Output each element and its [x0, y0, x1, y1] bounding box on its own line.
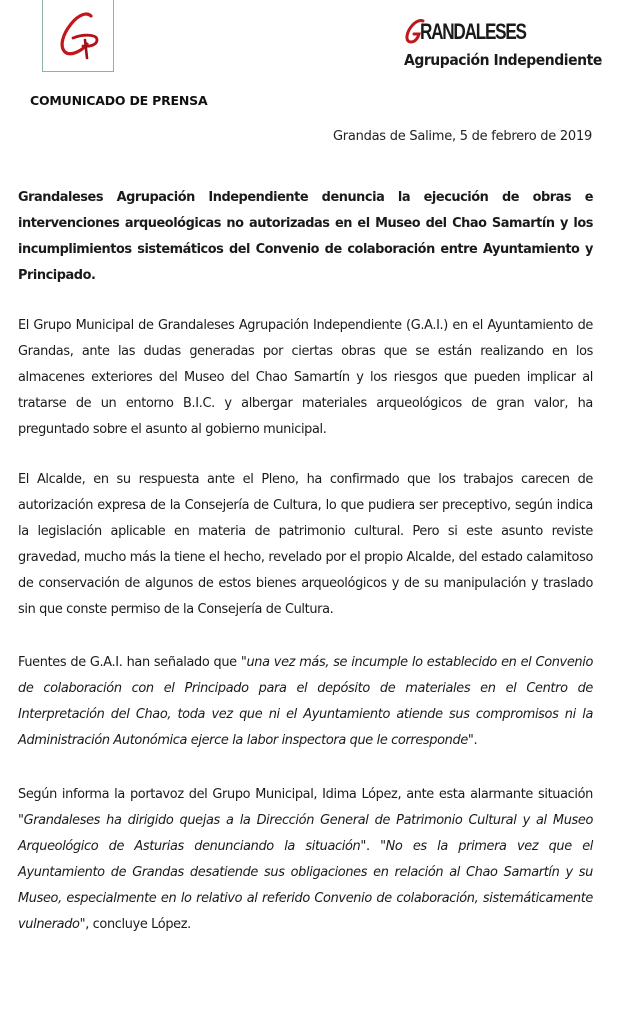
paragraph-3-intro: Fuentes de G.A.I. han señalado que: [18, 655, 241, 670]
paragraph-1: El Grupo Municipal de Grandaleses Agrupación Independiente (G.A.I.) en el Ayuntamiento de Grandas, ante las dudas generadas por ciertas obras que se están realizando en los almacenes exteriores del Museo del Chao Samartín y los riesgos que pueden implicar al tratarse de un entorno B.I.C. y albergar materiales arqueológicos de gran valor, ha preguntado sobre el asunto al gobierno municipal.: [18, 318, 593, 437]
paragraph-4: [18, 782, 593, 938]
dateline: Grandas de Salime, 5 de febrero de 2019: [332, 129, 592, 144]
paragraph-2: El Alcalde, en su respuesta ante el Pleno, ha confirmado que los trabajos carecen de autorización expresa de la Consejería de Cultura, lo que pudiera ser preceptivo, según indica la legislación aplicable en materia de patrimonio cultural. Pero si este asunto reviste gravedad, mucho más la tiene el hecho, revelado por el propio Alcalde, del estado calamitoso de conservación de algunos de estos bienes arqueológicos y de su manipulación y traslado sin que conste permiso de la Consejería de Cultura.: [18, 472, 593, 617]
document-heading: COMUNICADO DE PRENSA: [30, 93, 208, 108]
gp-monogram-logo: [42, 0, 114, 72]
press-release-body: [18, 185, 593, 964]
brand-subtitle: Agrupación Independiente: [404, 51, 602, 69]
paragraph-4-quote-1: "Grandaleses ha dirigido quejas a la Dirección General de Patrimonio Cultural y al Museo Arqueológico de Asturias denunciando la situación": [18, 813, 593, 854]
grandaleses-logo: [404, 18, 604, 78]
brand-wordmark: [404, 18, 556, 48]
gp-monogram-icon: [43, 0, 115, 72]
brand-name: RANDALESES: [420, 19, 526, 44]
paragraph-3: [18, 650, 593, 754]
paragraph-3-tail: .: [473, 733, 478, 748]
paragraph-4-tail: , concluye López.: [85, 917, 191, 932]
paragraph-4-intro: Según informa la portavoz del Grupo Municipal, Idima López, ante esta alarmante situación: [18, 787, 593, 802]
paragraph-4-middle: .: [365, 839, 381, 854]
paragraph-4-quote-2: "No es la primera vez que el Ayuntamiento de Grandas desatiende sus obligaciones en relación al Chao Samartín y su Museo, especialmente en lo relativo al referido Convenio de colaboración, sistemáticamente vulnerado": [18, 839, 594, 932]
paragraph-3-quote: "una vez más, se incumple lo establecido en el Convenio de colaboración con el Principado para el depósito de materiales en el Centro de Interpretación del Chao, toda vez que ni el Ayuntamiento atiende sus compromisos ni la Administración Autonómica ejerce la labor inspectora que le corresponde": [18, 655, 593, 748]
lead-paragraph: Grandaleses Agrupación Independiente denuncia la ejecución de obras e intervenciones arqueológicas no autorizadas en el Museo del Chao Samartín y los incumplimientos sistemáticos del Convenio de colaboración entre Ayuntamiento y Principado.: [18, 190, 593, 283]
